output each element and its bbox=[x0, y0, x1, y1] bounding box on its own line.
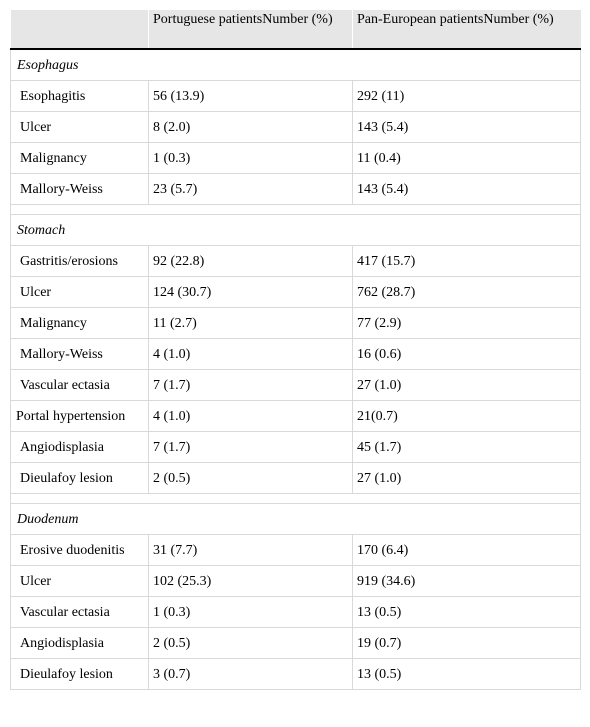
table-row bbox=[11, 535, 581, 566]
portuguese-value: 56 (13.9) bbox=[149, 81, 353, 112]
table-row bbox=[11, 308, 581, 339]
header-portuguese-patients: Portuguese patientsNumber (%) bbox=[149, 10, 353, 49]
table-row bbox=[11, 174, 581, 205]
pan-european-value: 13 (0.5) bbox=[353, 659, 581, 690]
table-row bbox=[11, 463, 581, 494]
pan-european-value: 19 (0.7) bbox=[353, 628, 581, 659]
row-label: Vascular ectasia bbox=[11, 597, 149, 628]
pan-european-value: 11 (0.4) bbox=[353, 143, 581, 174]
portuguese-value: 11 (2.7) bbox=[149, 308, 353, 339]
spacer-cell bbox=[11, 494, 581, 504]
table-row bbox=[11, 112, 581, 143]
portuguese-value: 3 (0.7) bbox=[149, 659, 353, 690]
row-label: Angiodisplasia bbox=[11, 432, 149, 463]
table-row bbox=[11, 339, 581, 370]
portuguese-value: 2 (0.5) bbox=[149, 628, 353, 659]
portuguese-value: 7 (1.7) bbox=[149, 370, 353, 401]
spacer-cell bbox=[11, 205, 581, 215]
section-spacer bbox=[11, 494, 581, 504]
pan-european-value: 13 (0.5) bbox=[353, 597, 581, 628]
row-label: Ulcer bbox=[11, 277, 149, 308]
row-label: Ulcer bbox=[11, 112, 149, 143]
row-label: Mallory-Weiss bbox=[11, 339, 149, 370]
pan-european-value: 77 (2.9) bbox=[353, 308, 581, 339]
portuguese-value: 92 (22.8) bbox=[149, 246, 353, 277]
section-row-stomach bbox=[11, 215, 581, 246]
table-row bbox=[11, 401, 581, 432]
row-label: Ulcer bbox=[11, 566, 149, 597]
portuguese-value: 4 (1.0) bbox=[149, 401, 353, 432]
portuguese-value: 2 (0.5) bbox=[149, 463, 353, 494]
row-label: Dieulafoy lesion bbox=[11, 463, 149, 494]
portuguese-value: 23 (5.7) bbox=[149, 174, 353, 205]
table-row bbox=[11, 81, 581, 112]
portuguese-value: 31 (7.7) bbox=[149, 535, 353, 566]
row-label: Vascular ectasia bbox=[11, 370, 149, 401]
portuguese-value: 1 (0.3) bbox=[149, 143, 353, 174]
table-row bbox=[11, 432, 581, 463]
section-title: Stomach bbox=[11, 215, 581, 246]
pan-european-value: 292 (11) bbox=[353, 81, 581, 112]
table-header bbox=[11, 10, 581, 49]
section-row-duodenum bbox=[11, 504, 581, 535]
pan-european-value: 143 (5.4) bbox=[353, 174, 581, 205]
portuguese-value: 7 (1.7) bbox=[149, 432, 353, 463]
section-spacer bbox=[11, 205, 581, 215]
portuguese-value: 1 (0.3) bbox=[149, 597, 353, 628]
table-row bbox=[11, 659, 581, 690]
section-row-esophagus bbox=[11, 49, 581, 81]
lesions-table bbox=[10, 10, 581, 690]
table-row bbox=[11, 370, 581, 401]
table-row bbox=[11, 143, 581, 174]
pan-european-value: 27 (1.0) bbox=[353, 370, 581, 401]
pan-european-value: 45 (1.7) bbox=[353, 432, 581, 463]
table-row bbox=[11, 277, 581, 308]
row-label: Mallory-Weiss bbox=[11, 174, 149, 205]
table-row bbox=[11, 246, 581, 277]
table-row bbox=[11, 566, 581, 597]
portuguese-value: 8 (2.0) bbox=[149, 112, 353, 143]
row-label: Esophagitis bbox=[11, 81, 149, 112]
header-blank bbox=[11, 10, 149, 49]
pan-european-value: 21(0.7) bbox=[353, 401, 581, 432]
row-label: Erosive duodenitis bbox=[11, 535, 149, 566]
pan-european-value: 27 (1.0) bbox=[353, 463, 581, 494]
lesions-table-container bbox=[10, 10, 580, 690]
row-label: Malignancy bbox=[11, 308, 149, 339]
portuguese-value: 124 (30.7) bbox=[149, 277, 353, 308]
table-body bbox=[11, 49, 581, 690]
pan-european-value: 16 (0.6) bbox=[353, 339, 581, 370]
row-label: Gastritis/erosions bbox=[11, 246, 149, 277]
pan-european-value: 417 (15.7) bbox=[353, 246, 581, 277]
section-title: Esophagus bbox=[11, 49, 581, 81]
header-pan-european-patients: Pan-European patientsNumber (%) bbox=[353, 10, 581, 49]
section-title: Duodenum bbox=[11, 504, 581, 535]
pan-european-value: 919 (34.6) bbox=[353, 566, 581, 597]
portuguese-value: 102 (25.3) bbox=[149, 566, 353, 597]
header-row bbox=[11, 10, 581, 49]
row-label: Angiodisplasia bbox=[11, 628, 149, 659]
portuguese-value: 4 (1.0) bbox=[149, 339, 353, 370]
pan-european-value: 143 (5.4) bbox=[353, 112, 581, 143]
row-label: Portal hypertension bbox=[11, 401, 149, 432]
table-row bbox=[11, 628, 581, 659]
row-label: Dieulafoy lesion bbox=[11, 659, 149, 690]
table-row bbox=[11, 597, 581, 628]
row-label: Malignancy bbox=[11, 143, 149, 174]
pan-european-value: 170 (6.4) bbox=[353, 535, 581, 566]
pan-european-value: 762 (28.7) bbox=[353, 277, 581, 308]
